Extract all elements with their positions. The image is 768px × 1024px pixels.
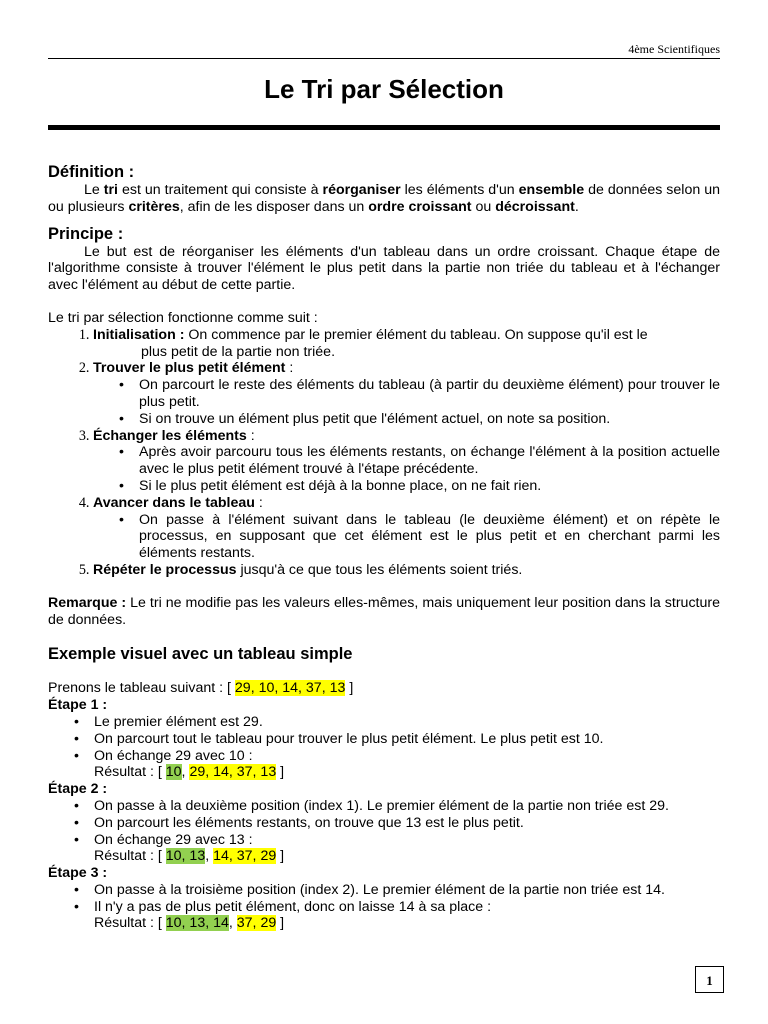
step-title: Initialisation : — [93, 326, 185, 343]
document-body — [48, 162, 720, 932]
remarque-text: Le tri ne modifie pas les valeurs elles-mêmes, mais uniquement leur position dans la structure de données. — [48, 594, 720, 628]
definition-heading: Définition : — [48, 163, 135, 181]
sorted-part: 10, 13 — [165, 848, 206, 865]
step-text: : — [285, 360, 294, 377]
step-text: : — [246, 427, 255, 444]
text-run: Résultat : [ — [94, 915, 166, 932]
list-item — [93, 562, 720, 579]
text-run: ou — [471, 198, 496, 215]
text-run: , — [205, 848, 214, 865]
bullet-item — [94, 748, 720, 782]
sorted-part: 10, 13, 14 — [165, 915, 229, 932]
step-title: Répéter le processus — [93, 561, 237, 578]
text-run: , — [228, 915, 237, 932]
unsorted-part: 37, 29 — [236, 915, 277, 932]
bullet-item: • On parcourt le reste des éléments du tableau (à partir du deuxième élément) pour trouver le plus petit. — [139, 377, 720, 411]
etape-2-list — [48, 798, 720, 865]
bullet-item: • On passe à la deuxième position (index 1). Le premier élément de la partie non triée est 29. — [94, 798, 720, 815]
bullet-item: • On parcourt les éléments restants, on trouve que 13 est le plus petit. — [94, 815, 720, 832]
bullet-item: • On passe à l'élément suivant dans le tableau (le deuxième élément) et on répète le processus, en supposant que cet élément est le plus petit et en cherchant parmi les éléments restants. — [139, 512, 720, 562]
sorted-part: 10 — [165, 764, 182, 781]
bullet-item — [94, 899, 720, 933]
steps-list — [48, 327, 720, 579]
list-item — [93, 360, 720, 427]
bullet-item: • On parcourt tout le tableau pour trouver le plus petit élément. Le plus petit est 10. — [94, 731, 720, 748]
bold-term: critères — [128, 198, 180, 215]
title-divider — [48, 125, 720, 130]
text-run: de données selon un ou plusieurs — [48, 182, 720, 215]
bullet-item: • Après avoir parcouru tous les éléments restants, on échange l'élément à la position actuelle avec le plus petit élément trouvé à l'étape précédente. — [139, 444, 720, 478]
text-run: Résultat : [ — [94, 764, 166, 781]
list-item — [93, 495, 720, 562]
bullet-item: • On passe à la troisième position (index 2). Le premier élément de la partie non triée est 14. — [94, 882, 720, 899]
principe-heading: Principe : — [48, 224, 124, 243]
definition-paragraph — [48, 182, 720, 216]
header-divider — [48, 58, 720, 59]
remarque-paragraph — [48, 595, 720, 629]
step-title: Trouver le plus petit élément — [93, 360, 286, 377]
bold-term: réorganiser — [322, 182, 401, 198]
text-run: est un traitement qui consiste à — [117, 182, 323, 198]
unsorted-part: 14, 37, 29 — [213, 848, 277, 865]
list-item — [93, 428, 720, 495]
list-item — [93, 327, 720, 361]
initial-array: 29, 10, 14, 37, 13 — [234, 680, 346, 697]
step-title: Avancer dans le tableau — [93, 494, 255, 511]
text-run: Il n'y a pas de plus petit élément, donc on laisse 14 à sa place : — [94, 898, 492, 915]
step-title: Échanger les éléments — [93, 427, 247, 444]
bullet-item: • Si on trouve un élément plus petit que l'élément actuel, on note sa position. — [139, 411, 720, 428]
remarque-label: Remarque : — [48, 594, 127, 611]
text-run: , — [181, 764, 190, 781]
step-text: : — [254, 494, 263, 511]
bold-term: décroissant — [495, 198, 575, 215]
intro-paragraph: Le tri par sélection fonctionne comme suit : — [48, 309, 318, 326]
text-run: Résultat : [ — [94, 848, 166, 865]
step-text: On commence par le premier élément du tableau. On suppose qu'il est le — [184, 326, 648, 343]
bullet-item: • Le premier élément est 29. — [94, 714, 720, 731]
text-run: ] — [276, 764, 285, 781]
text-run: . — [574, 198, 579, 215]
etape-3-list — [48, 882, 720, 932]
text-run: , afin de les disposer dans un — [179, 198, 369, 215]
header-class-label: 4ème Scientifiques — [628, 42, 720, 56]
text-run: On échange 29 avec 13 : — [94, 831, 253, 848]
page-title: Le Tri par Sélection — [264, 74, 504, 104]
unsorted-part: 29, 14, 37, 13 — [189, 764, 277, 781]
text-run: les éléments d'un — [400, 182, 519, 198]
text-run: Le — [84, 182, 104, 198]
bold-term: tri — [103, 182, 118, 198]
step-text-continued: plus petit de la partie non triée. — [141, 343, 336, 360]
bullet-item — [94, 832, 720, 866]
etape-2-label: Étape 2 : — [48, 781, 108, 798]
example-start — [48, 680, 720, 697]
example-heading: Exemple visuel avec un tableau simple — [48, 645, 353, 664]
text-run: Prenons le tableau suivant : [ — [48, 680, 235, 697]
step-text: jusqu'à ce que tous les éléments soient triés. — [236, 561, 523, 578]
text-run: ] — [345, 680, 354, 697]
text-run: ] — [276, 915, 285, 932]
etape-1-label: Étape 1 : — [48, 697, 108, 714]
page-number: 1 — [695, 966, 724, 993]
principe-paragraph: Le but est de réorganiser les éléments d'un tableau dans un ordre croissant. Chaque étape de l'algorithme consiste à trouver l'élément le plus petit dans la partie non triée du tableau et à l'échanger avec l'élément au début de cette partie. — [48, 243, 720, 294]
bold-term: ensemble — [518, 182, 585, 198]
text-run: On échange 29 avec 10 : — [94, 747, 253, 764]
bullet-item: • Si le plus petit élément est déjà à la bonne place, on ne fait rien. — [139, 478, 720, 495]
etape-3-label: Étape 3 : — [48, 865, 108, 882]
bold-term: ordre croissant — [368, 198, 472, 215]
text-run: ] — [276, 848, 285, 865]
etape-1-list — [48, 714, 720, 781]
